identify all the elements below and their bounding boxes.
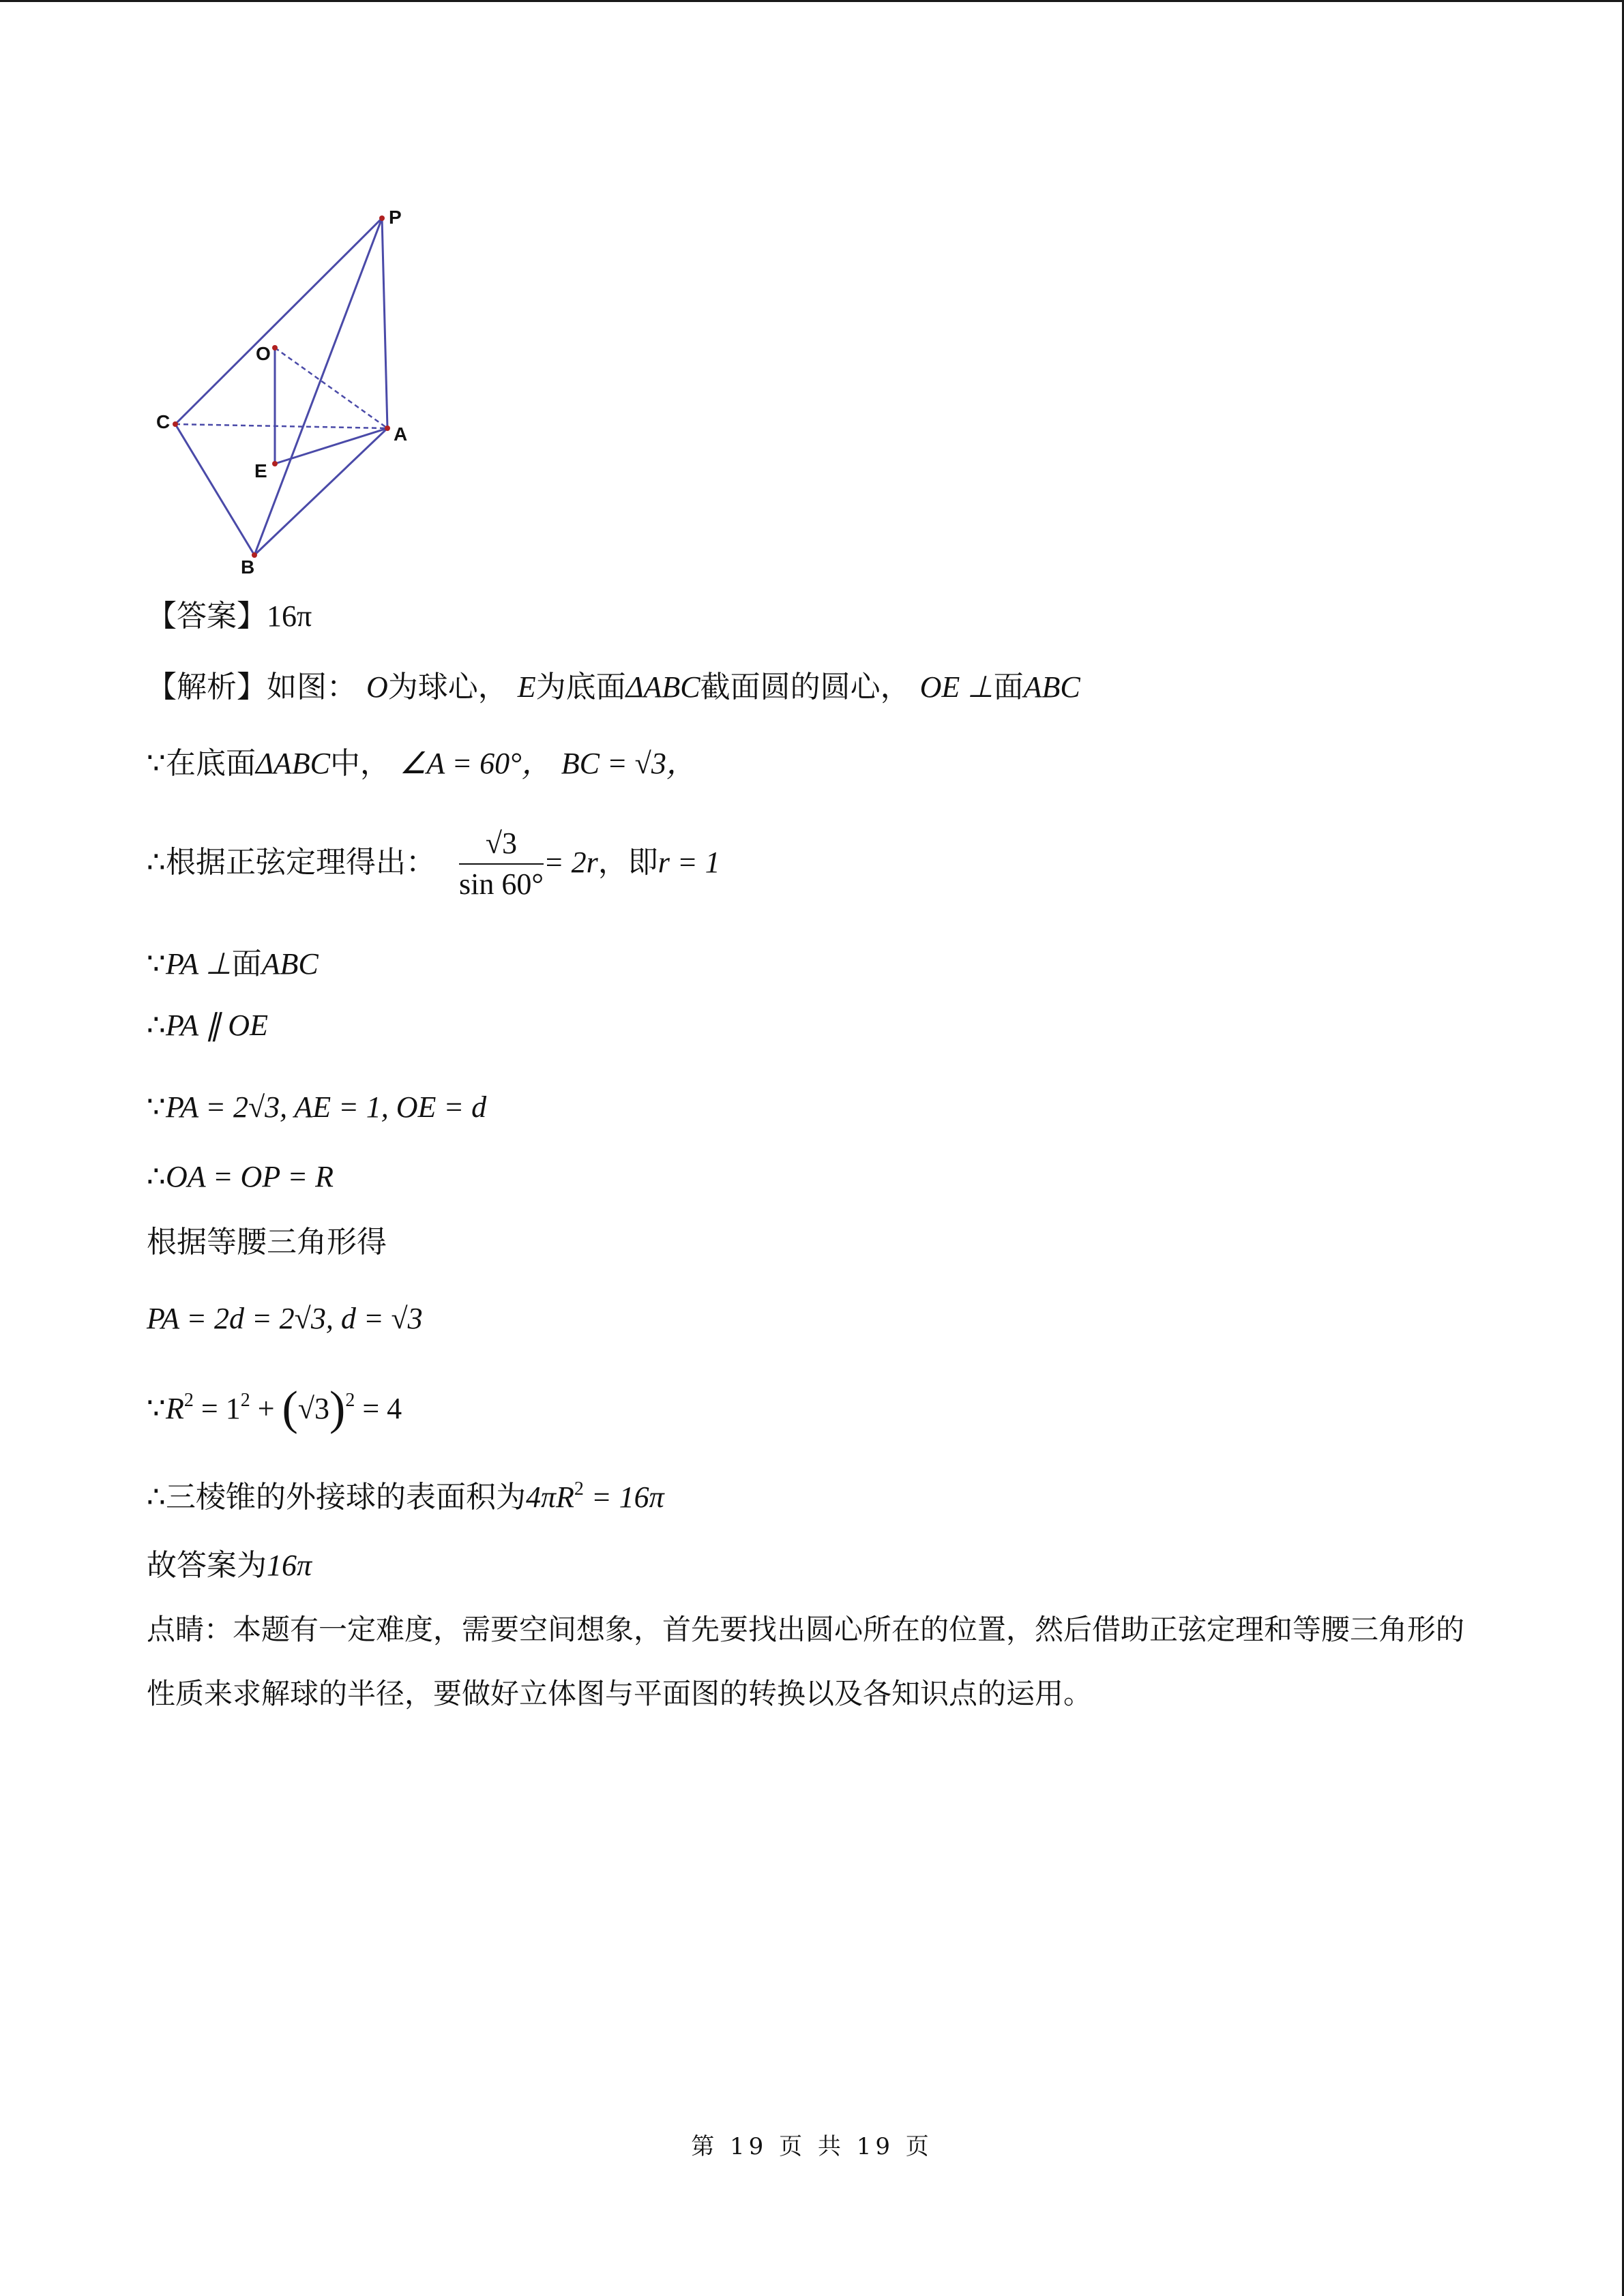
- line10-sup-1: 2: [183, 1390, 194, 1411]
- reason-line-9: [147, 1298, 423, 1339]
- point-label-b: B: [241, 556, 255, 578]
- line3-text: 根据正弦定理得出：: [166, 845, 436, 880]
- therefore-symbol: ∴: [147, 1008, 166, 1043]
- reason-line-12: [147, 1545, 312, 1586]
- line2-angle: ∠A = 60°，: [399, 747, 552, 780]
- page-border-top: [0, 0, 1624, 2]
- line11-result: = 16π: [583, 1480, 664, 1514]
- reason-line-8: [147, 1222, 387, 1263]
- pyramid-figure: [147, 198, 433, 580]
- analysis-line-1: [147, 667, 1080, 708]
- line3-text-b: ，即: [597, 845, 658, 880]
- line10-sup-3: 2: [345, 1390, 355, 1411]
- answer-label: 【答案】: [147, 599, 267, 633]
- line2-text-a: 在底面: [166, 746, 256, 781]
- analysis-face: 面: [993, 670, 1024, 704]
- line8-text: 根据等腰三角形得: [147, 1225, 387, 1259]
- therefore-symbol: ∴: [147, 1159, 166, 1194]
- analysis-label: 【解析】: [147, 670, 267, 704]
- reason-line-6: [147, 1087, 486, 1128]
- analysis-o: O: [366, 670, 388, 704]
- page-footer: [0, 2128, 1624, 2161]
- answer-value: 16π: [267, 599, 312, 633]
- point-label-o: O: [256, 343, 271, 364]
- line10-root: √3: [297, 1392, 330, 1425]
- analysis-abc: ABC: [1023, 670, 1080, 704]
- analysis-e: E: [517, 670, 536, 704]
- because-symbol: ∵: [147, 1090, 166, 1124]
- remark-line-2: [147, 1673, 1092, 1714]
- therefore-symbol: ∴: [147, 845, 166, 880]
- line2-bc: BC = √3，: [561, 747, 696, 780]
- line3-equation: = 2r: [543, 846, 598, 879]
- analysis-text-b: 为球心，: [387, 670, 508, 704]
- line10-plus: +: [250, 1392, 282, 1425]
- point-label-p: P: [389, 207, 402, 228]
- line7-equal: OA = OP = R: [166, 1160, 334, 1193]
- reason-line-2: [147, 743, 696, 784]
- page-number: 第 19 页 共 19 页: [691, 2133, 933, 2160]
- line6-values: PA = 2√3, AE = 1, OE = d: [166, 1090, 487, 1124]
- line10-right-paren: ): [329, 1382, 346, 1435]
- point-label-e: E: [254, 460, 267, 481]
- line3-r: r = 1: [658, 846, 720, 879]
- line9-equation: PA = 2d = 2√3, d = √3: [147, 1302, 423, 1335]
- line4-abc: ABC: [261, 947, 319, 981]
- line12-text: 故答案为: [147, 1548, 267, 1583]
- reason-line-11: [147, 1469, 664, 1518]
- answer-line: [147, 596, 312, 637]
- analysis-triangle: ΔABC: [625, 670, 700, 704]
- reason-line-3: [147, 822, 720, 904]
- line10-r: R: [166, 1392, 184, 1425]
- line5-parallel: PA ∥ OE: [166, 1009, 268, 1042]
- line12-value: 16π: [267, 1549, 312, 1582]
- analysis-text-c: 为底面: [535, 670, 626, 704]
- because-symbol: ∵: [147, 746, 166, 781]
- reason-line-7: [147, 1157, 334, 1197]
- point-label-a: A: [394, 423, 408, 445]
- line2-triangle: ΔABC: [256, 747, 330, 780]
- line11-text: 三棱锥的外接球的表面积为: [166, 1480, 526, 1515]
- line10-left-paren: (: [282, 1382, 298, 1435]
- fraction-numerator: √3: [459, 824, 544, 865]
- analysis-text-d: 截面圆的圆心，: [700, 670, 911, 704]
- reason-line-10: [147, 1380, 402, 1435]
- remark-text-1: 点睛：本题有一定难度，需要空间想象，首先要找出圆心所在的位置，然后借助正弦定理和等腰三角形的: [147, 1613, 1465, 1646]
- because-symbol: ∵: [147, 1391, 166, 1426]
- reason-line-5: [147, 1005, 268, 1046]
- line4-pa: PA ⊥: [166, 947, 232, 981]
- fraction-denominator: sin 60°: [459, 867, 544, 901]
- line10-eq: = 1: [193, 1392, 241, 1425]
- line11-sup: 2: [574, 1478, 584, 1500]
- remark-text-2: 性质来求解球的半径，要做好立体图与平面图的转换以及各知识点的运用。: [147, 1677, 1093, 1710]
- sine-fraction: [459, 824, 544, 904]
- line4-face: 面: [231, 946, 262, 981]
- point-label-c: C: [156, 411, 171, 432]
- line10-end: = 4: [355, 1392, 402, 1425]
- reason-line-4: [147, 944, 319, 985]
- line11-formula: 4πR: [526, 1480, 574, 1514]
- analysis-oe-perp: OE ⊥: [919, 670, 994, 704]
- line2-text-b: 中，: [329, 746, 390, 781]
- because-symbol: ∵: [147, 946, 166, 981]
- therefore-symbol: ∴: [147, 1480, 166, 1515]
- line10-sup-2: 2: [240, 1390, 250, 1411]
- remark-line-1: [147, 1609, 1464, 1650]
- analysis-text-a: 如图：: [267, 670, 357, 704]
